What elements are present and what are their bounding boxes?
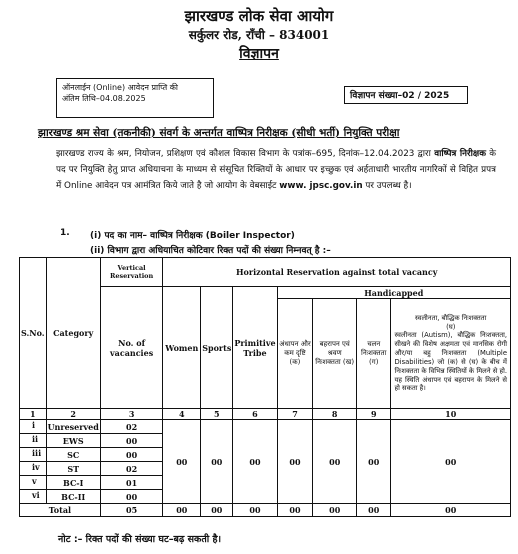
col-header-sno: S.No. — [20, 258, 47, 409]
last-date-line2: अंतिम तिथि–04.08.2025 — [62, 93, 146, 103]
merged-women: 00 — [163, 420, 201, 504]
col-header-vertical: Vertical Reservation — [100, 258, 163, 287]
merged-autism: 00 — [391, 420, 511, 504]
para-text-2: के पद पर नियुक्ति हेतु प्राप्त अधियाचना के माध्यम से संसूचित रिक्तियों के आधार पर इच्छुक एवं अर्हताधारी भारतीय नागरिकों से विहित प्रपत्र में Online आवेदन पत्र आमंत्रित किये जाते है जो आयोग के वेबसाईट — [56, 149, 497, 191]
row-category: BC-I — [46, 476, 100, 490]
row-category: BC-II — [46, 490, 100, 504]
col-header-autism — [391, 299, 511, 409]
row-category: SC — [46, 448, 100, 462]
total-primitive: 00 — [233, 504, 277, 517]
last-date-line1: ऑनलाईन (Online) आवेदन प्राप्ति की — [62, 83, 178, 92]
row-sno: ii — [20, 434, 47, 448]
para-text-3: पर उपलब्ध है। — [362, 181, 412, 191]
total-label: Total — [20, 504, 101, 517]
col-number: 8 — [313, 409, 357, 420]
merged-hearing: 00 — [313, 420, 357, 504]
vigyapan-heading: विज्ञापन — [239, 46, 279, 62]
col-number: 7 — [277, 409, 313, 420]
vacancy-intro: (ii) विभाग द्वारा अधियाचित कोटिवार रिक्त पदों की संख्या निम्नवत् है :– — [90, 246, 331, 256]
row-vacancies: 00 — [100, 448, 163, 462]
column-number-row — [20, 409, 511, 420]
col-number: 6 — [233, 409, 277, 420]
col-header-blindness: अंधापन और कम दृष्टि (क) — [277, 299, 313, 409]
row-category: Unreserved — [47, 421, 99, 432]
col-header-primitive: Primitive Tribe — [233, 287, 277, 409]
row-vacancies: 00 — [100, 490, 163, 504]
row-category: ST — [46, 462, 100, 476]
col-header-sports: Sports — [201, 287, 233, 409]
col-header-hearing: बहरापन एवं श्रवण निःशक्तता (ख) — [313, 299, 357, 409]
vacancy-note: नोट :– रिक्त पदों की संख्या घट–बढ़ सकती है। — [58, 534, 222, 545]
col-header-women: Women — [163, 287, 201, 409]
advertisement-number-box: विज्ञापन संख्या–02 / 2025 — [344, 86, 468, 104]
item-number: 1. — [60, 228, 70, 238]
para-bold-post: वाष्पित्र निरीक्षक — [434, 149, 486, 159]
col-header-horizontal: Horizontal Reservation against total vacancy — [163, 258, 511, 287]
org-title: झारखण्ड लोक सेवा आयोग — [184, 7, 334, 25]
col-header-category: Category — [46, 258, 100, 409]
col-number: 1 — [20, 409, 47, 420]
col-header-autism-sub: (घ) — [446, 322, 456, 331]
total-locomotor: 00 — [357, 504, 391, 517]
para-text-1: झारखण्ड राज्य के श्रम, नियोजन, प्रशिक्षण एवं कौशल विकास विभाग के पत्रांक–695, दिनांक–12.04.2023 द्वारा — [56, 149, 435, 159]
row-vacancies: 02 — [100, 462, 163, 476]
row-sno: i — [20, 420, 47, 434]
row-category: EWS — [46, 434, 100, 448]
total-row — [20, 504, 511, 517]
row-vacancies: 00 — [100, 434, 163, 448]
col-number: 9 — [357, 409, 391, 420]
merged-locomotor: 00 — [357, 420, 391, 504]
row-sno: v — [20, 476, 47, 490]
merged-blindness: 00 — [277, 420, 313, 504]
col-header-autism-title: स्वलीनता, बौद्धिक निःशक्तता — [415, 313, 487, 322]
exam-heading: झारखण्ड श्रम सेवा (तकनीकी) संवर्ग के अन्तर्गत वाष्पित्र निरीक्षक (सीधी भर्ती) नियुक्ति परीक्षा — [38, 127, 400, 139]
last-date-box — [56, 78, 214, 118]
row-sno: vi — [20, 490, 47, 504]
intro-paragraph — [56, 146, 496, 194]
total-sports: 00 — [201, 504, 233, 517]
col-number: 3 — [100, 409, 163, 420]
col-header-autism-body: स्वलीनता (Autism), बौद्धिक निःशक्तता, सीखने की विशेष अक्षमता एवं मानसिक रोगी और/या बहु निःशक्तता (Multiple Disabilities) जो (क) से (घ) के बीच में निःशक्तता के विभिन्न स्थितियों के मिलने से हो. यह स्थिति अंधापन एवं बहरापन के मिलने से हो सकता है। — [394, 331, 507, 393]
total-vacancies: 05 — [100, 504, 163, 517]
row-vacancies: 01 — [100, 476, 163, 490]
col-header-handicapped: Handicapped — [277, 287, 510, 299]
total-women: 00 — [163, 504, 201, 517]
vacancy-table — [19, 257, 511, 517]
col-header-vacancies: No. of vacancies — [100, 287, 163, 409]
col-header-locomotor: चलन निःशक्तता (ग) — [357, 299, 391, 409]
org-address: सर्कुलर रोड, राँची – 834001 — [188, 28, 330, 42]
row-sno: iii — [20, 448, 47, 462]
merged-sports: 00 — [201, 420, 233, 504]
row-sno: iv — [20, 462, 47, 476]
total-autism: 00 — [391, 504, 511, 517]
col-number: 2 — [46, 409, 100, 420]
col-number: 5 — [201, 409, 233, 420]
website-link[interactable]: www. jpsc.gov.in — [279, 181, 363, 191]
total-hearing: 00 — [313, 504, 357, 517]
merged-primitive: 00 — [233, 420, 277, 504]
table-row — [20, 420, 511, 434]
post-name: (i) पद का नाम– वाष्पित्र निरीक्षक (Boiler Inspector) — [90, 231, 295, 241]
col-number: 10 — [391, 409, 511, 420]
total-blindness: 00 — [277, 504, 313, 517]
row-vacancies: 02 — [100, 420, 163, 434]
col-number: 4 — [163, 409, 201, 420]
